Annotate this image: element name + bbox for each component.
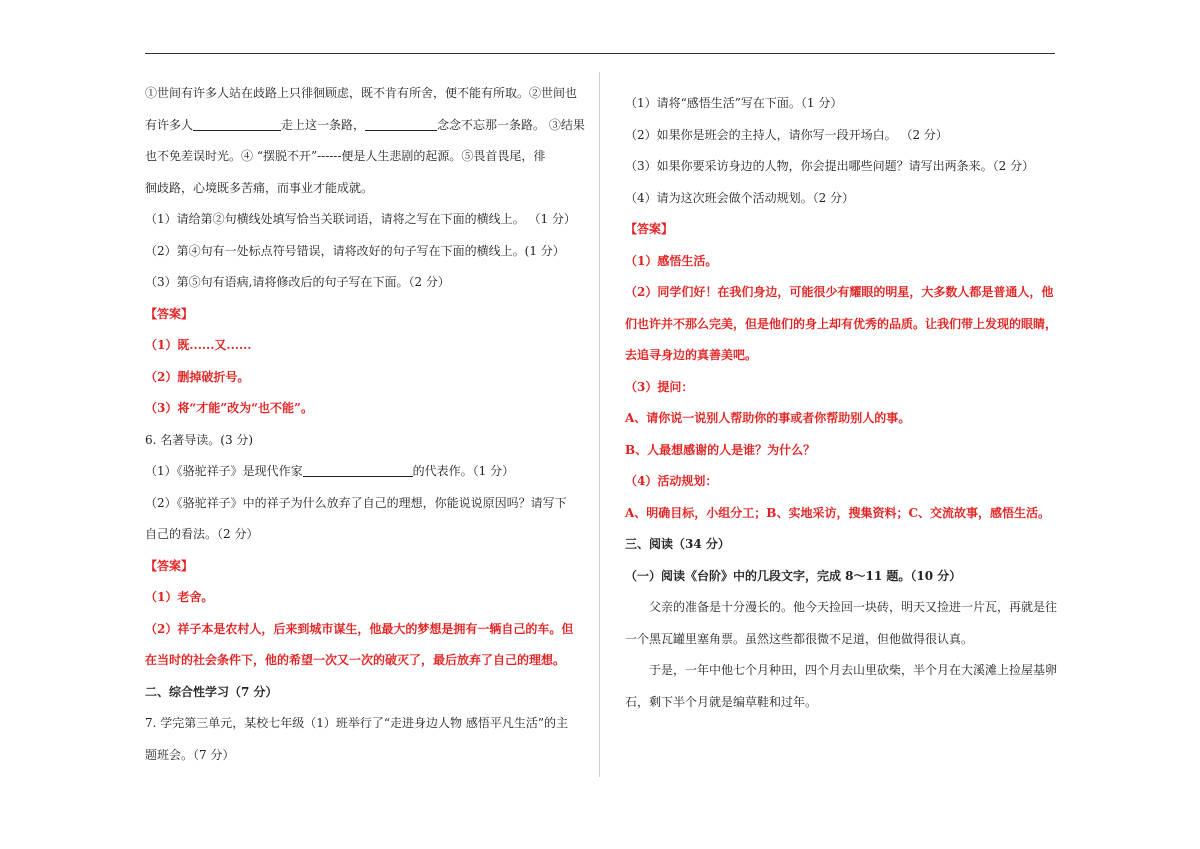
answer-7-2: （2）同学们好！在我们身边，可能很少有耀眼的明星，大多数人都是普通人，他 — [625, 285, 1054, 299]
section-3-heading: 三、阅读（34 分） — [625, 537, 730, 551]
header-rule — [145, 53, 1055, 54]
answer-7-3-a: A、请你说一说别人帮助你的事或者你帮助别人的事。 — [625, 411, 911, 425]
section-2-heading: 二、综合性学习（7 分） — [145, 684, 278, 699]
answer-6-1: （1）老舍。 — [145, 590, 214, 604]
answer-label: 【答案】 — [145, 306, 194, 321]
right-column — [625, 78, 1057, 718]
question-3: （3）第⑤句有语病,请将修改后的句子写在下面。（2 分） — [145, 275, 450, 289]
fill-blank-author[interactable] — [303, 464, 413, 477]
answer-label: 【答案】 — [625, 222, 674, 236]
answer-7-3: （3）提问： — [625, 379, 694, 394]
reading-paragraph: 父亲的准备是十分漫长的。他今天捡回一块砖，明天又捡进一片瓦，再就是往 — [649, 600, 1058, 614]
passage-text: 念念不忘那一条路。 ③结果 — [437, 117, 585, 132]
question-7: 7. 学完第三单元，某校七年级（1）班举行了“走进身边人物 感悟平凡生活”的主 — [145, 716, 568, 730]
fill-blank-1[interactable] — [193, 118, 281, 131]
question-2: （2）第④句有一处标点符号错误，请将改好的句子写在下面的横线上。(1 分） — [145, 243, 565, 258]
passage-line: ①世间有许多人站在歧路上只徘徊顾虑，既不肯有所舍，便不能有所取。②世间也 — [145, 86, 578, 100]
question-6-2: （2）《骆驼祥子》中的祥子为什么放弃了自己的理想，你能说说原因吗？请写下 — [145, 495, 567, 510]
question-7-3: （3）如果你要采访身边的人物，你会提出哪些问题？请写出两条来。（2 分） — [625, 159, 1035, 173]
answer-7-1: （1）感悟生活。 — [625, 253, 718, 268]
answer-7-2-cont: 们也许并不那么完美，但是他们的身上却有优秀的品质。让我们带上发现的眼睛， — [625, 316, 1058, 331]
passage-line-with-blanks — [145, 110, 585, 142]
question-6-2-cont: 自己的看法。（2 分） — [145, 527, 259, 541]
answer-label: 【答案】 — [145, 558, 194, 573]
answer-6-2: （2）祥子本是农村人，后来到城市谋生，他最大的梦想是拥有一辆自己的车。但 — [145, 621, 574, 636]
left-column — [145, 78, 585, 771]
fill-blank-2[interactable] — [365, 118, 437, 131]
column-divider — [599, 72, 600, 777]
question-6-title: 6. 名著导读。(3 分) — [145, 432, 254, 447]
passage-text: 走上这一条路， — [281, 117, 366, 132]
passage-line: 也不免差误时光。④ “摆脱不开”------便是人生悲剧的起源。⑤畏首畏尾，徘 — [145, 149, 546, 163]
question-7-cont: 题班会。（7 分） — [145, 747, 235, 762]
answer-3: （3）将“才能”改为“也不能”。 — [145, 401, 313, 415]
passage-line: 徊歧路，心境既多苦痛，而事业才能成就。 — [145, 180, 374, 195]
answer-6-2-cont: 在当时的社会条件下，他的希望一次又一次的破灭了，最后放弃了自己的理想。 — [145, 653, 566, 667]
answer-7-3-b: B、人最想感谢的人是谁？为什么？ — [625, 442, 816, 457]
answer-7-4-plan: A、明确目标，小组分工；B、实地采访，搜集资料；C、交流故事，感悟生活。 — [625, 505, 1051, 520]
question-1: （1）请给第②句横线处填写恰当关联词语，请将之写在下面的横线上。 （1 分） — [145, 212, 576, 226]
answer-1: （1）既......又...... — [145, 338, 252, 352]
reading-paragraph: 于是，一年中他七个月种田，四个月去山里砍柴，半个月在大溪滩上捡屋基卵 — [649, 663, 1058, 677]
reading-paragraph-cont: 一个黑瓦罐里塞角票。虽然这些都很微不足道，但他做得很认真。 — [625, 631, 974, 646]
answer-7-4: （4）活动规划： — [625, 474, 718, 488]
question-7-1: （1）请将“感悟生活”写在下面。（1 分） — [625, 96, 843, 110]
reading-1-heading: （一）阅读《台阶》中的几段文字，完成 8～11 题。（10 分） — [625, 568, 962, 583]
reading-paragraph-cont: 石，剩下半个月就是编草鞋和过年。 — [625, 694, 818, 709]
question-7-2: （2）如果你是班会的主持人，请你写一段开场白。 （2 分） — [625, 127, 948, 142]
question-7-4: （4）请为这次班会做个活动规划。（2 分） — [625, 190, 855, 205]
question-text: 的代表作。（1 分） — [412, 464, 515, 478]
answer-2: （2）删掉破折号。 — [145, 369, 250, 384]
question-6-1 — [145, 456, 580, 488]
answer-7-2-cont: 去追寻身边的真善美吧。 — [625, 348, 758, 362]
question-text: （1）《骆驼祥子》是现代作家 — [145, 464, 303, 478]
passage-text: 有许多人 — [145, 117, 194, 132]
